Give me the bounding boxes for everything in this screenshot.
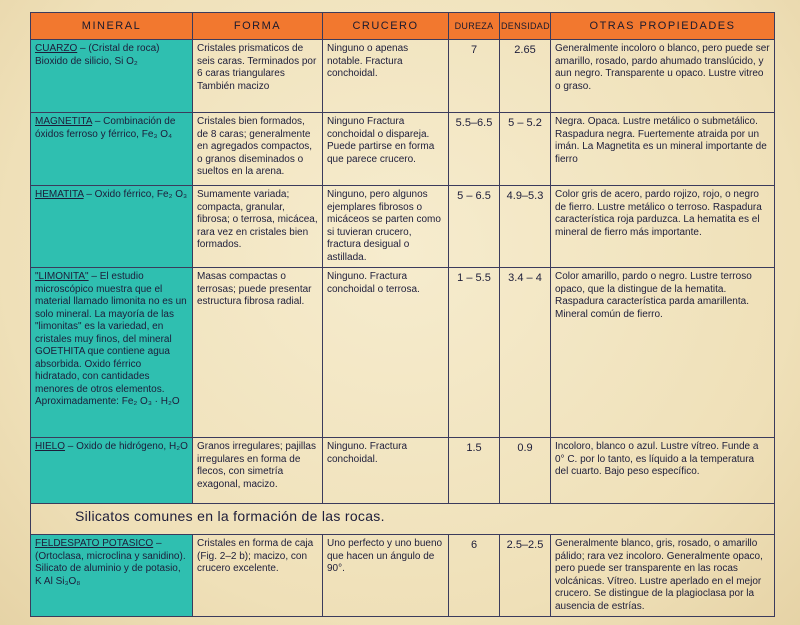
dureza-cell: 1.5 — [449, 438, 500, 504]
mineral-name: FELDESPATO POTASICO — [35, 538, 154, 549]
densidad-cell: 0.9 — [500, 438, 551, 504]
mineral-cell — [31, 268, 193, 438]
forma-cell: Cristales bien formados, de 8 caras; generalmente en agregados compactos, o granos diseminados o sueltos en la arena. — [193, 113, 323, 186]
crucero-cell: Ninguno o apenas notable. Fractura conchoidal. — [323, 40, 449, 113]
row-hematita — [31, 186, 775, 268]
densidad-cell: 2.5–2.5 — [500, 535, 551, 617]
dureza-cell: 1 – 5.5 — [449, 268, 500, 438]
mineral-name: HEMATITA — [35, 189, 84, 200]
dureza-cell: 7 — [449, 40, 500, 113]
dureza-cell: 6 — [449, 535, 500, 617]
row-cuarzo — [31, 40, 775, 113]
mineral-cell — [31, 438, 193, 504]
section-title: Silicatos comunes en la formación de las rocas. — [31, 504, 775, 535]
crucero-cell: Ninguno. Fractura conchoidal. — [323, 438, 449, 504]
otras-cell: Incoloro, blanco o azul. Lustre vítreo. Funde a 0° C. por lo tanto, es líquido a la temperatura del cuarto. Bajo peso específico. — [551, 438, 775, 504]
forma-cell: Cristales prismaticos de seis caras. Terminados por 6 caras triangulares También macizo — [193, 40, 323, 113]
densidad-cell: 4.9–5.3 — [500, 186, 551, 268]
section-row — [31, 504, 775, 535]
mineral-desc: – Oxido férrico, Fe₂ O₃ — [86, 189, 188, 200]
mineral-desc: – El estudio microscópico muestra que el material llamado limonita no es un solo mineral. La mayoría de las "limonitas" es la variedad, en cristales muy finos, del mineral GOETHITA que contiene agua absorbida. Oxido férrico hidratado, con cantidades menores de otros elementos. Aproximadamente: Fe₂ O₃ · H₂O — [35, 271, 187, 407]
crucero-cell: Ninguno. Fractura conchoidal o terrosa. — [323, 268, 449, 438]
row-limonita — [31, 268, 775, 438]
dureza-cell: 5.5–6.5 — [449, 113, 500, 186]
otras-cell: Color amarillo, pardo o negro. Lustre terroso opaco, que la distingue de la hematita. Raspadura característica parda amarillenta. Mineral común de fierro. — [551, 268, 775, 438]
mineral-cell — [31, 535, 193, 617]
mineral-cell — [31, 113, 193, 186]
row-hielo — [31, 438, 775, 504]
forma-cell: Cristales en forma de caja (Fig. 2–2 b); macizo, con crucero excelente. — [193, 535, 323, 617]
mineral-name: CUARZO — [35, 43, 78, 54]
header-otras-propiedades: OTRAS PROPIEDADES — [551, 13, 775, 40]
densidad-cell: 3.4 – 4 — [500, 268, 551, 438]
crucero-cell: Ninguno, pero algunos ejemplares fibrosos o micáceos se parten como si tuvieran crucero, fractura desigual o astillada. — [323, 186, 449, 268]
forma-cell: Sumamente variada; compacta, granular, fibrosa; o terrosa, micácea, rara vez en cristales bien formados. — [193, 186, 323, 268]
mineral-cell — [31, 186, 193, 268]
header-mineral: MINERAL — [31, 13, 193, 40]
mineral-desc: – (Cristal de roca) Bioxido de silicio, Si O₂ — [35, 43, 160, 67]
otras-cell: Generalmente incoloro o blanco, pero puede ser amarillo, rosado, pardo ahumado translúcido, y aun negro. Transparente u opaco. Lustre vitreo o graso. — [551, 40, 775, 113]
mineral-name: HIELO — [35, 441, 66, 452]
mineral-name: "LIMONITA" — [35, 271, 89, 282]
header-dureza: DUREZA — [449, 13, 500, 40]
header-densidad: DENSIDAD — [500, 13, 551, 40]
mineral-desc: – Oxido de hidrógeno, H₂O — [67, 441, 188, 452]
otras-cell: Negra. Opaca. Lustre metálico o submetálico. Raspadura negra. Fuertemente atraida por un imán. La Magnetita es un mineral importante de fierro — [551, 113, 775, 186]
dureza-cell: 5 – 6.5 — [449, 186, 500, 268]
otras-cell: Color gris de acero, pardo rojizo, rojo, o negro de fierro. Lustre metálico o terroso. Raspadura característica roja parduzca. La hematita es el mineral de fierro más importante. — [551, 186, 775, 268]
row-feldespato — [31, 535, 775, 617]
crucero-cell: Uno perfecto y uno bueno que hacen un ángulo de 90°. — [323, 535, 449, 617]
forma-cell: Masas compactas o terrosas; puede presentar estructura fibrosa radial. — [193, 268, 323, 438]
minerals-table — [30, 12, 775, 617]
forma-cell: Granos irregulares; pajillas irregulares en forma de flecos, con simetría exagonal, macizo. — [193, 438, 323, 504]
crucero-cell: Ninguno Fractura conchoidal o dispareja. Puede partirse en forma que parece crucero. — [323, 113, 449, 186]
densidad-cell: 5 – 5.2 — [500, 113, 551, 186]
mineral-desc: – Combinación de óxidos ferroso y férrico, Fe₃ O₄ — [35, 116, 176, 140]
otras-cell: Generalmente blanco, gris, rosado, o amarillo pálido; rara vez incoloro. Generalmente opaco, pero puede ser transparente en las rocas volcánicas. Vítreo. Lustre aperlado en el mejor crucero. Se distingue de la plagioclasa por la ausencia de estrías. — [551, 535, 775, 617]
mineral-name: MAGNETITA — [35, 116, 93, 127]
header-row — [31, 13, 775, 40]
densidad-cell: 2.65 — [500, 40, 551, 113]
header-crucero: CRUCERO — [323, 13, 449, 40]
header-forma: FORMA — [193, 13, 323, 40]
row-magnetita — [31, 113, 775, 186]
mineral-desc: – (Ortoclasa, microclina y sanidino). Silicato de aluminio y de potasio, K Al Si₃O₈ — [35, 538, 186, 587]
mineral-cell — [31, 40, 193, 113]
